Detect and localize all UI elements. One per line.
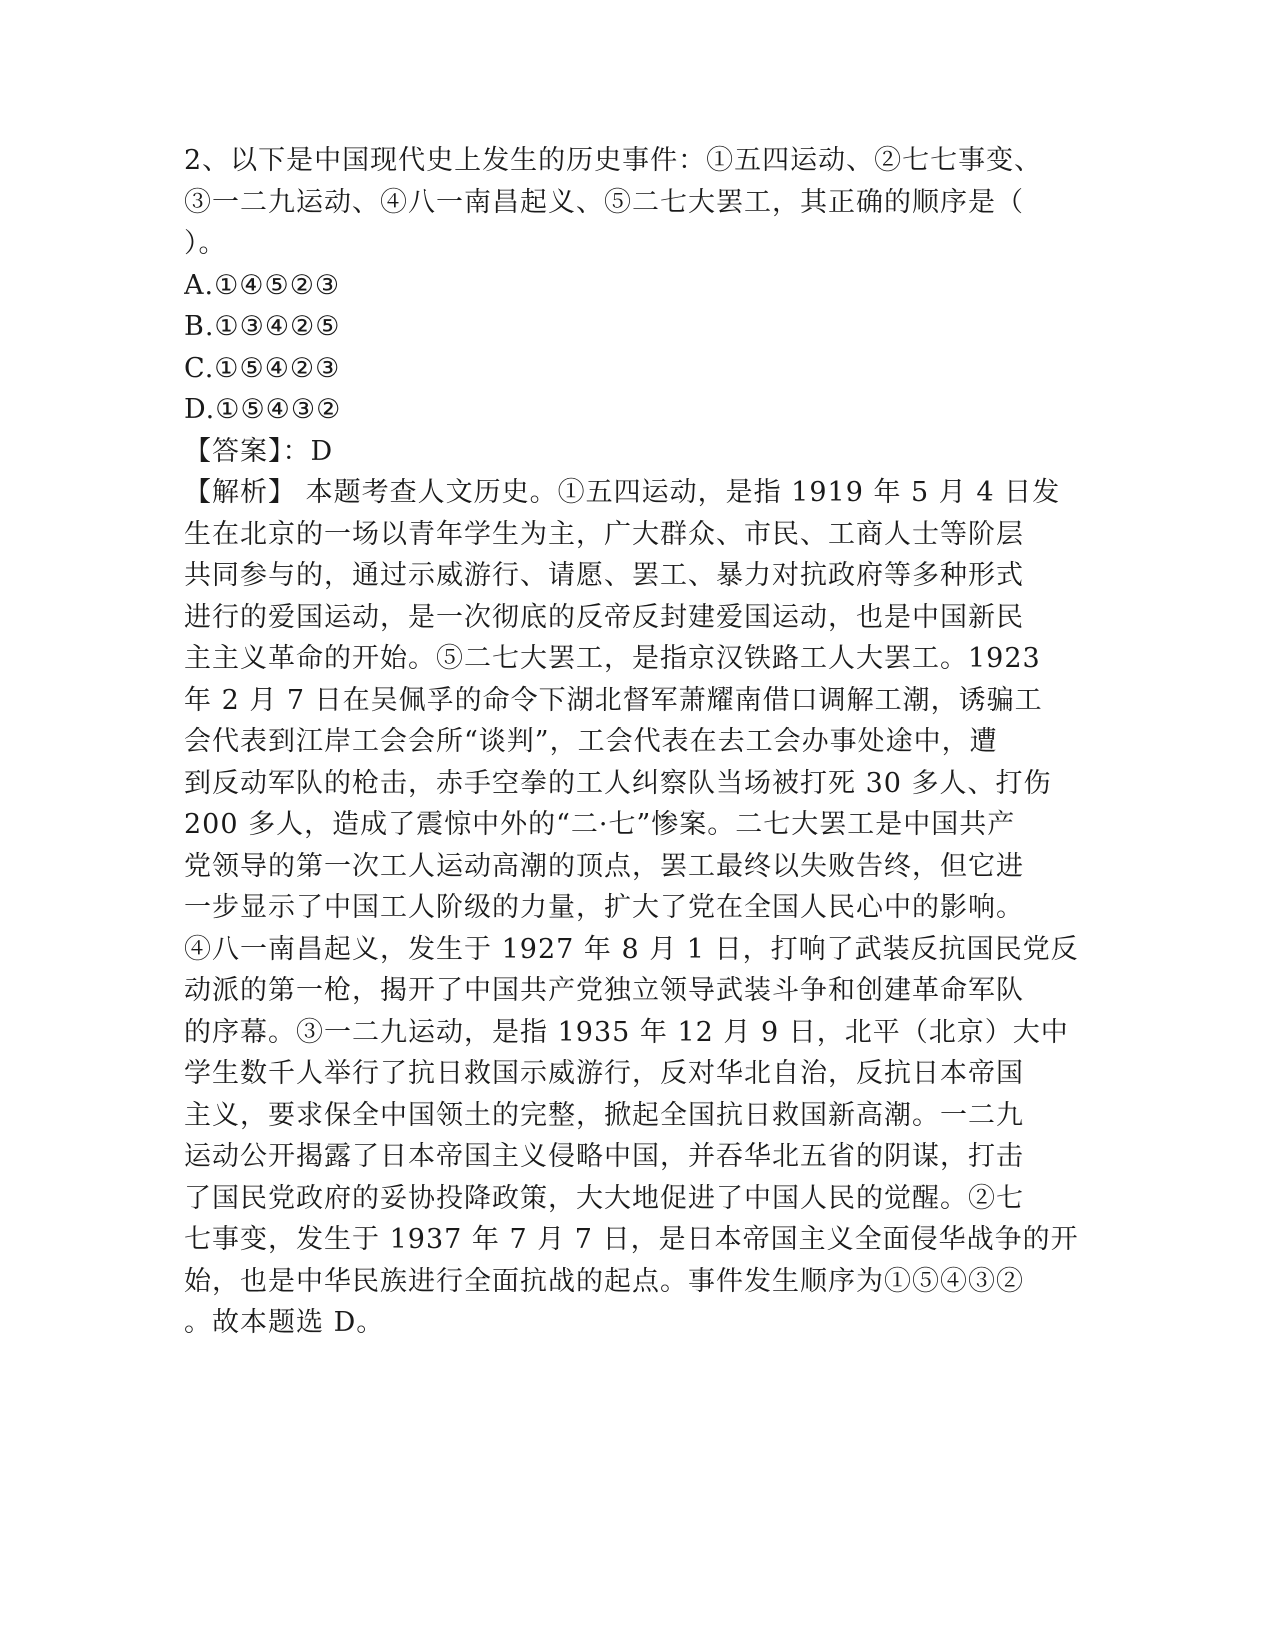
question-line: ③一二九运动、④八一南昌起义、⑤二七大罢工，其正确的顺序是（ xyxy=(184,186,1024,218)
explanation-line: 学生数千人举行了抗日救国示威游行，反对华北自治，反抗日本帝国 xyxy=(184,1058,1024,1089)
explanation-line: 一步显示了中国工人阶级的力量，扩大了党在全国人民心中的影响。 xyxy=(184,892,1024,923)
explanation-line: 进行的爱国运动，是一次彻底的反帝反封建爱国运动，也是中国新民 xyxy=(184,601,1024,633)
explanation-line: 【解析】 本题考查人文历史。①五四运动，是指 1919 年 5 月 4 日发 xyxy=(184,477,1061,508)
question-line: 2、以下是中国现代史上发生的历史事件：①五四运动、②七七事变、 xyxy=(184,145,1043,176)
question-line: ）。 xyxy=(184,228,227,259)
option-b: B.①③④②⑤ xyxy=(184,311,341,342)
answer-line: 【答案】：D xyxy=(184,435,334,467)
explanation-line: 主主义革命的开始。⑤二七大罢工，是指京汉铁路工人大罢工。1923 xyxy=(184,643,1041,674)
question-block xyxy=(184,140,1079,1344)
explanation-line: 了国民党政府的妥协投降政策，大大地促进了中国人民的觉醒。②七 xyxy=(184,1182,1024,1214)
explanation-line: 的序幕。③一二九运动，是指 1935 年 12 月 9 日，北平（北京）大中 xyxy=(184,1016,1069,1048)
explanation-line: 党领导的第一次工人运动高潮的顶点，罢工最终以失败告终，但它进 xyxy=(184,850,1024,882)
explanation-line: 到反动军队的枪击，赤手空拳的工人纠察队当场被打死 30 多人、打伤 xyxy=(184,767,1052,799)
explanation-line: 年 2 月 7 日在吴佩孚的命令下湖北督军萧耀南借口调解工潮，诱骗工 xyxy=(184,684,1043,716)
explanation-line: 。故本题选 D。 xyxy=(184,1307,385,1338)
explanation-line: 共同参与的，通过示威游行、请愿、罢工、暴力对抗政府等多种形式 xyxy=(184,560,1024,591)
explanation-line: 主义，要求保全中国领土的完整，掀起全国抗日救国新高潮。一二九 xyxy=(184,1099,1024,1131)
option-a: A.①④⑤②③ xyxy=(184,269,341,301)
explanation-line: 运动公开揭露了日本帝国主义侵略中国，并吞华北五省的阴谋，打击 xyxy=(184,1141,1024,1172)
explanation-line: ④八一南昌起义，发生于 1927 年 8 月 1 日，打响了武装反抗国民党反 xyxy=(184,933,1079,965)
explanation-line: 始，也是中华民族进行全面抗战的起点。事件发生顺序为①⑤④③② xyxy=(184,1265,1024,1297)
explanation-line: 七事变，发生于 1937 年 7 月 7 日，是日本帝国主义全面侵华战争的开 xyxy=(184,1224,1079,1255)
option-c: C.①⑤④②③ xyxy=(184,352,341,384)
option-d: D.①⑤④③② xyxy=(184,394,342,425)
explanation-line: 200 多人，造成了震惊中外的“二·七”惨案。二七大罢工是中国共产 xyxy=(184,809,1016,840)
explanation-line: 生在北京的一场以青年学生为主，广大群众、市民、工商人士等阶层 xyxy=(184,518,1024,550)
explanation-line: 动派的第一枪，揭开了中国共产党独立领导武装斗争和创建革命军队 xyxy=(184,975,1024,1006)
explanation-line: 会代表到江岸工会会所“谈判”，工会代表在去工会办事处途中，遭 xyxy=(184,726,998,757)
